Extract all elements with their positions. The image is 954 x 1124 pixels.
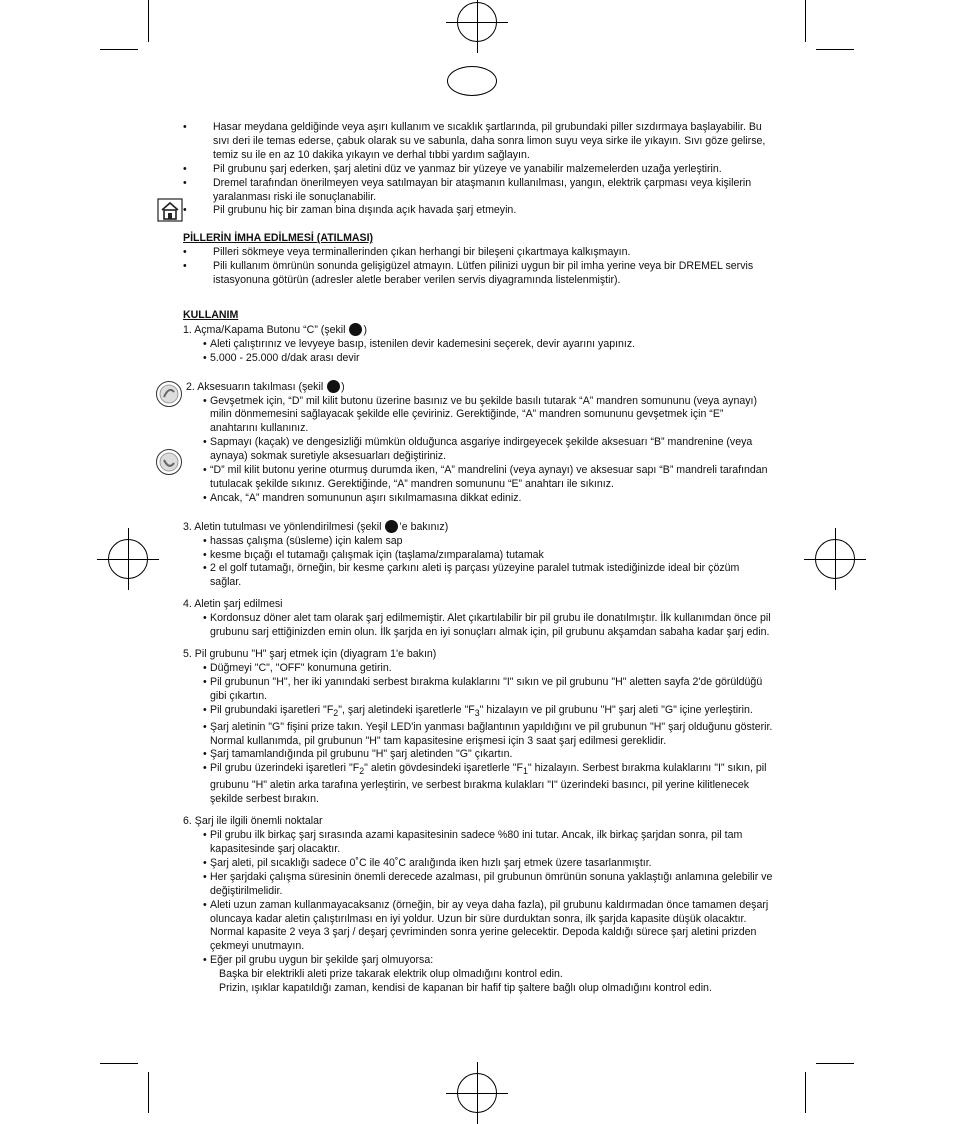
indoor-house-icon xyxy=(157,198,183,222)
list-item: • Dremel tarafından önerilmeyen veya satılmayan bir ataşmanın kullanılması, yangın, elektrik çarpması veya kişilerin yaralanması riski ile sonuçlanabilir. xyxy=(183,177,773,205)
section-heading-usage: KULLANIM xyxy=(183,308,239,321)
crop-mark xyxy=(100,1063,138,1064)
list-item: • Hasar meydana geldiğinde veya aşırı kullanım ve sıcaklık şartlarında, pil grubundaki piller sızdırmaya başlayabilir. Bu sıvı deri ile temas ederse, çabuk olarak su ve sabunla, daha sonra limon suyu veya sirke ile yıkayın. Sıvı gözе gelirse, temiz su ile en az 10 dakika yıkayın ve derhal tıbbi yardım sağlayın. xyxy=(183,121,773,163)
list-item: • Aleti çalıştırınız ve levyeye basıp, istenilen devir kademesini seçerek, devir ayarını yapınız. xyxy=(203,337,636,350)
sub-note: Prizin, ışıklar kapatıldığı zaman, kendisi de kapanan bir hafif tip şaltere bağlı olup olmadığını kontrol edin. xyxy=(219,982,712,995)
crop-mark xyxy=(148,0,149,42)
list-item: • Gevşetmek için, “D” mil kilit butonu üzerine basınız ve bu şekilde basılı tutarak “A” mandren somununu (veya aynayı) milin dönmemesini sağlayacak şekilde elle çeviriniz. Gerektiğinde, “A” mandren somununu gevşetmek için “E” anahtarını kullanınız. xyxy=(203,394,757,435)
list-item: • Aleti uzun zaman kullanmayacaksanız (örneğin, bir ay veya daha fazla), pil grubunu kaldırmadan önce tamamen deşarj oluncaya kadar aletin çalıştırılması en iyi yoldur. Uzun bir süre durduktan sonra, ilk şarjda kapasite düşük olacaktır. Normal kapasite 2 veya 3 şarj / deşarj çevriminden sonra yerine gelecektir. Depoda kaldığı sürece şarj aletini prizden çekmeyi unutmayın. xyxy=(203,898,769,953)
registration-mark-bottom xyxy=(457,1073,497,1113)
usage-step-5-title: 5. Pil grubunu "H" şarj etmek için (diyagram 1'e bakın) xyxy=(183,648,437,660)
registration-mark-left xyxy=(108,539,148,579)
chuck-loosen-icon xyxy=(155,380,183,408)
crop-mark xyxy=(100,49,138,50)
list-item: • Pil grubunu hiç bir zaman bina dışında açık havada şarj etmeyin. xyxy=(183,204,773,218)
registration-mark-right xyxy=(815,539,855,579)
list-item: • Pil grubunu şarj ederken, şarj aletini düz ve yanmaz bir yüzeye ve yanabilir malzemelerden uzağa yerleştirin. xyxy=(183,163,773,177)
list-item: • “D” mil kilit butonu yerine oturmuş durumda iken, “A” mandrelini (veya aynayı) ve aksesuar sapı “B” mandreli tarafından tutulacak şekilde sıkınız. Gerektiğinde, “A” mandren somununu “E” anahtarı ile sıkınız. xyxy=(203,464,768,490)
list-item: • Şarj aletinin "G" fişini prize takın. Yeşil LED'in yanması bağlantının yapıldığını ve pil grubunun "H" şarj olduğunu gösterir. Normal kullanımda, pil grubunun "H" tam kapasitesine erişmesi için 3 saat şarj edilmesi gereklidir. xyxy=(203,720,773,747)
crop-mark xyxy=(148,1072,149,1113)
crop-mark xyxy=(816,1063,854,1064)
usage-step-6-title: 6. Şarj ile ilgili önemli noktalar xyxy=(183,815,323,828)
figure-number-icon xyxy=(385,520,398,533)
list-item: • Ancak, “A” mandren somununun aşırı sıkılmamasına dikkat ediniz. xyxy=(203,491,522,504)
list-item: • kesme bıçağı el tutamağı çalışmak için (taşlama/zımparalama) tutamak xyxy=(203,548,544,561)
list-item: • Pil grubu üzerindeki işaretleri "$F_2$" aletin gövdesindeki işaretlerle "$F_1$" hizalayın. Serbest bırakma kulaklarını "I" sıkın, pil grubunu "H" aletin arka tarafına yerleştirin, ve serbest bırakma kulakları "I" üzerindeki basıncı, pil yerine kilitlenecek şekilde serbest bırakın. xyxy=(203,762,767,806)
crop-mark xyxy=(805,1072,806,1113)
list-item: • Pil grubundaki işaretleri "$F_2$", şarj aletindeki işaretlerle "$F_3$" hizalayın ve pil grubunu "H" şarj aleti "G" içine yerleştirin. xyxy=(203,703,753,718)
list-item: • Şarj aleti, pil sıcaklığı sadece 0˚C ile 40˚C aralığında iken hızlı şarj etmek üzere tasarlanmıştır. xyxy=(203,856,652,869)
section-heading-disposal: PİLLERİN İMHA EDİLMESİ (ATILMASI) xyxy=(183,232,374,245)
list-item: • Her şarjdaki çalışma süresinin önemli derecede azalması, pil grubunun ömrünün sonuna yaklaştığı anlamına gelebilir ve değiştirilmelidir. xyxy=(203,870,773,897)
list-item: • hassas çalışma (süsleme) için kalem sap xyxy=(203,534,403,547)
usage-step-2-title: 2. Aksesuarın takılması (şekil ) xyxy=(186,380,345,393)
figure-number-icon xyxy=(327,380,340,393)
list-item: • Düğmeyi "C", "OFF" konumuna getirin. xyxy=(203,661,392,674)
list-item: • 5.000 - 25.000 d/dak arası devir xyxy=(203,351,360,364)
usage-step-4-title: 4. Aletin şarj edilmesi xyxy=(183,598,283,611)
list-item: • Sapmayı (kaçak) ve dengesizliği mümkün olduğunca asgariye indirgeyecek şekilde aksesuarı “B” mandrenine (veya aynaya) sokmak suretiyle aksesuarları değiştiriniz. xyxy=(203,436,753,463)
list-item: • Kordonsuz döner alet tam olarak şarj edilmemiştir. Alet çıkartılabilir bir pil grubu ile donatılmıştır. İlk kullanımdan önce pil grubunu sarj ettiğinizden emin olun. İlk şarjda en iyi sonuçları almak için, pil grubunu akşamdan sabaha kadar şarj edin. xyxy=(203,612,771,639)
usage-step-3-title: 3. Aletin tutulması ve yönlendirilmesi (şekil ’e bakınız) xyxy=(183,520,449,533)
language-tab-oval xyxy=(447,66,497,96)
registration-mark-top xyxy=(457,2,497,42)
usage-step-1-title: 1. Açma/Kapama Butonu “C” (şekil ) xyxy=(183,323,367,336)
list-item: • Pil grubunun "H", her iki yanındaki serbest bırakma kulaklarını "I" sıkın ve pil grubunu "H" aletten sayfa 2'de görüldüğü gibi çıkartın. xyxy=(203,675,763,702)
crop-mark xyxy=(816,49,854,50)
crop-mark xyxy=(805,0,806,42)
list-item: • Şarj tamamlandığında pil grubunu "H" şarj aletinden "G" çıkartın. xyxy=(203,748,513,761)
figure-number-icon xyxy=(349,323,362,336)
sub-note: Başka bir elektrikli aleti prize takarak elektrik olup olmadığını kontrol edin. xyxy=(219,968,563,981)
chuck-tighten-icon xyxy=(155,448,183,476)
list-item: • Eğer pil grubu uygun bir şekilde şarj olmuyorsa: xyxy=(203,954,434,967)
list-item: • Pil grubu ilk birkaç şarj sırasında azami kapasitesinin sadece %80 ini tutar. Ancak, ilk birkaç şarjdan sonra, pil tam kapasitesinde şarj olacaktır. xyxy=(203,829,743,855)
document-body xyxy=(183,121,773,996)
safety-list xyxy=(183,121,773,218)
list-item: • 2 el golf tutamağı, örneğin, bir kesme çarkını aleti iş parçası yüzeyine paralel tutmak istediğinizde ideal bir çözüm sağlar. xyxy=(203,562,740,589)
list-item: • Pili kullanım ömrünün sonunda gelişigüzel atmayın. Lütfen pilinizi uygun bir pil imha yerine veya bir DREMEL servis istasyonuna götürün (adresler aletle beraber verilen servis diyagramında listelenmiştir). xyxy=(183,260,773,288)
list-item: • Pilleri sökmeye veya terminallerinden çıkan herhangi bir bileşeni çıkartmaya kalkışmayın. xyxy=(183,246,773,260)
